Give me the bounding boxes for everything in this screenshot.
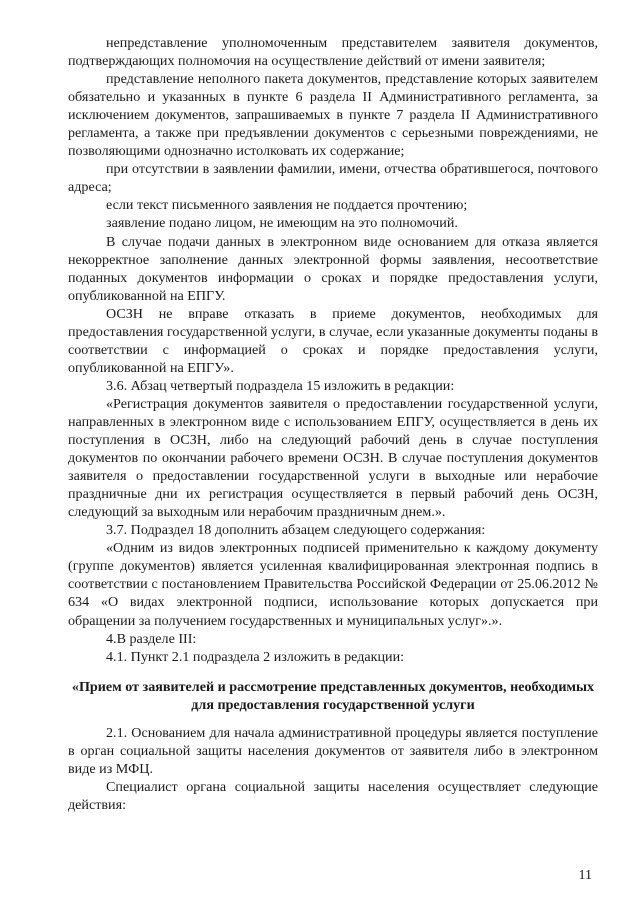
paragraph-8: 3.6. Абзац четвертый подраздела 15 изложить в редакции:: [106, 377, 455, 394]
section-heading: «Прием от заявителей и рассмотрение представленных документов, необходимых для предоставления государственной услуги: [71, 678, 595, 713]
paragraph-10: 3.7. Подраздел 18 дополнить абзацем следующего содержания:: [106, 522, 486, 539]
paragraph-7: ОСЗН не вправе отказать в приеме документов, необходимых для предоставления государственной услуги, в случае, если указанные документы поданы в соответствии с информацией о сроках и порядке предоставления услуги, опубликованной на ЕПГУ».: [68, 305, 598, 376]
paragraph-15: Специалист органа социальной защиты населения осуществляет следующие действия:: [68, 778, 598, 813]
paragraph-12: 4.В разделе III:: [106, 630, 197, 647]
paragraph-3: при отсутствии в заявлении фамилии, имени, отчества обратившегося, почтового адреса;: [68, 161, 598, 196]
paragraph-9: «Регистрация документов заявителя о предоставлении государственной услуги, направленных в электронном виде с использованием ЕПГУ, осуществляется в день их поступления в ОСЗН, либо на следующий рабочий день в случае поступления документов по окончании рабочего времени ОСЗН. В случае поступления документов заявителя о предоставлении государственной услуги в выходные или нерабочие праздничные дни их регистрация осуществляется в первый рабочий день ОСЗН, следующий за выходным или нерабочим праздничным днем.».: [68, 395, 598, 521]
paragraph-2: представление неполного пакета документов, представление которых заявителем обязательно и указанных в пункте 6 раздела II Административного регламента, за исключением документов, запрашиваемых в пункте 7 раздела II Административного регламента, а также при предъявлении документов с серьезными повреждениями, не позволяющими однозначно истолковать их содержание;: [68, 71, 598, 160]
paragraph-13: 4.1. Пункт 2.1 подраздела 2 изложить в редакции:: [106, 648, 405, 665]
page-number: 11: [578, 868, 592, 883]
paragraph-11: «Одним из видов электронных подписей применительно к каждому документу (группе документов) является усиленная квалифицированная электронная подпись в соответствии с постановлением Правительства Российской Федерации от 25.06.2012 № 634 «О видах электронной подписи, использование которых допускается при обращении за получением государственных и муниципальных услуг».».: [68, 540, 598, 629]
document-body: [68, 34, 598, 814]
paragraph-4: если текст письменного заявления не поддается прочтению;: [106, 197, 468, 214]
paragraph-6: В случае подачи данных в электронном виде основанием для отказа является некорректное заполнение данных электронной формы заявления, несоответствие поданных документов информации о сроках и порядке предоставления услуги, опубликованной на ЕПГУ.: [68, 233, 598, 304]
paragraph-1: непредставление уполномоченным представителем заявителя документов, подтверждающих полномочия на осуществление действий от имени заявителя;: [68, 35, 598, 70]
paragraph-5: заявление подано лицом, не имеющим на это полномочий.: [106, 215, 458, 232]
paragraph-14: 2.1. Основанием для начала административной процедуры является поступление в орган социальной защиты населения документов от заявителя либо в электронном виде из МФЦ.: [68, 724, 598, 777]
